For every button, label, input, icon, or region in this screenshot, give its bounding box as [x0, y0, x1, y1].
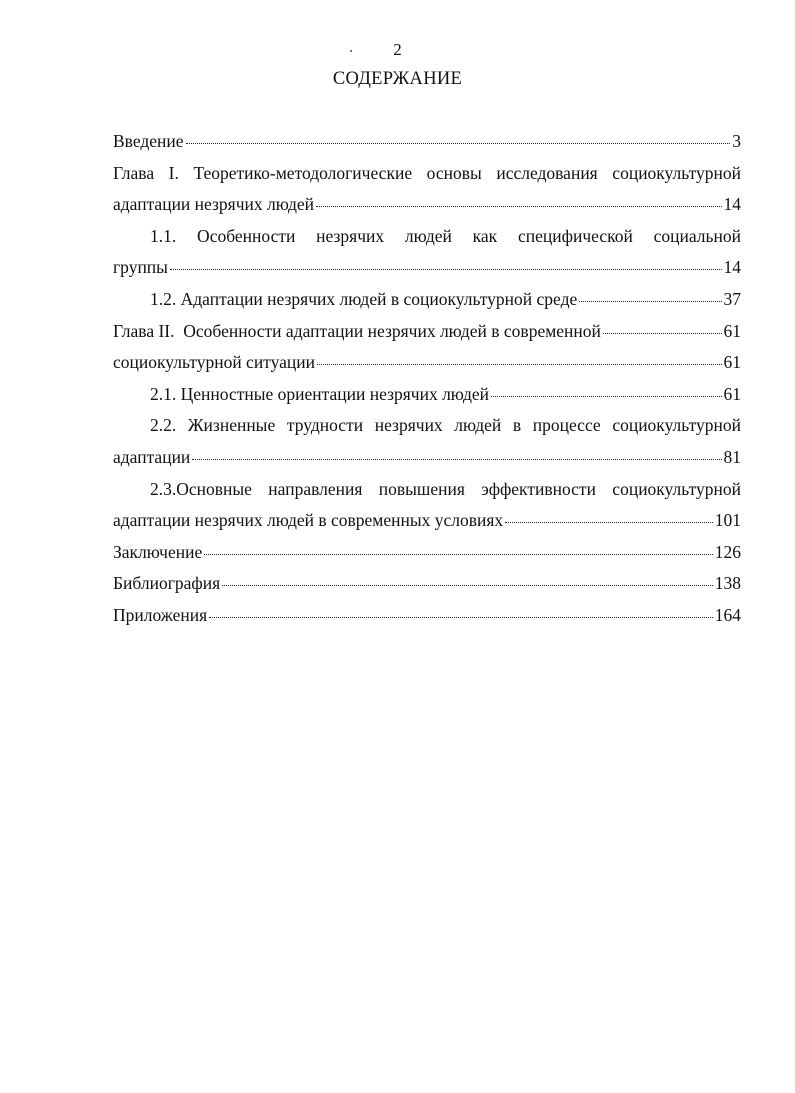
toc-entry-page: 14 [723, 194, 741, 215]
toc-entry-conclusion[interactable] [113, 537, 741, 569]
toc-entry-title-continuation: адаптации незрячих людей в современных условиях [113, 510, 504, 531]
table-of-contents [113, 126, 741, 632]
toc-entry-page: 61 [723, 383, 741, 404]
toc-entry-title-line: Глава II. Особенности адаптации незрячих людей в современной [113, 320, 601, 341]
toc-entry-title: 1.2. Адаптации незрячих людей в социокультурной среде [150, 288, 578, 309]
toc-entry-page: 61 [723, 352, 741, 373]
toc-entry-title-line: 2.3.Основные направления повышения эффективности социокультурной [150, 478, 741, 499]
dot-leader [317, 351, 722, 369]
dot-leader [192, 445, 721, 463]
toc-entry-introduction[interactable] [113, 126, 741, 158]
toc-entry-page: 164 [714, 604, 741, 625]
dot-leader [491, 382, 721, 400]
toc-entry-title-continuation: адаптации незрячих людей [113, 194, 314, 215]
dot-leader [209, 603, 713, 621]
toc-entry-appendices[interactable] [113, 600, 741, 632]
toc-entry-section-2-2[interactable] [113, 410, 741, 473]
dot-leader [186, 130, 731, 148]
page-number: 2 [393, 40, 402, 59]
toc-entry-page: 3 [732, 131, 741, 151]
toc-entry-title: Заключение [113, 541, 203, 562]
toc-entry-page: 81 [723, 446, 741, 467]
toc-entry-section-2-1[interactable] [113, 379, 741, 411]
toc-entry-chapter-2[interactable] [113, 316, 741, 379]
toc-entry-title: 2.1. Ценностные ориентации незрячих людей [150, 383, 490, 404]
toc-entry-title-line: 2.2. Жизненные трудности незрячих людей в процессе социокультурной [150, 415, 741, 436]
dot-leader [170, 256, 722, 274]
toc-entry-page: 138 [714, 573, 741, 594]
toc-entry-page: 126 [714, 541, 741, 562]
toc-entry-page: 14 [723, 257, 741, 278]
toc-entry-chapter-1[interactable] [113, 158, 741, 221]
toc-entry-title-continuation: социокультурной ситуации [113, 352, 315, 373]
toc-entry-title-line: 1.1. Особенности незрячих людей как специфической социальной [150, 225, 741, 246]
dot-leader [579, 287, 721, 305]
dot-leader [603, 319, 722, 337]
toc-entry-title-line: Глава I. Теоретико-методологические основы исследования социокультурной [113, 162, 741, 183]
toc-entry-page: 101 [714, 510, 741, 531]
page-title: СОДЕРЖАНИЕ [332, 69, 463, 89]
dot-leader [505, 509, 713, 527]
toc-entry-title: Приложения [113, 604, 208, 625]
toc-entry-title: Введение [113, 131, 184, 151]
toc-entry-section-1-1[interactable] [113, 221, 741, 284]
toc-entry-page: 37 [723, 288, 741, 309]
toc-entry-section-2-3[interactable] [113, 474, 741, 537]
dot-leader [222, 572, 713, 590]
dot-leader [204, 540, 713, 558]
toc-entry-page: 61 [723, 320, 741, 341]
toc-entry-title-continuation: адаптации [113, 446, 191, 467]
dot-leader [316, 193, 722, 211]
toc-entry-section-1-2[interactable] [113, 284, 741, 316]
toc-entry-bibliography[interactable] [113, 568, 741, 600]
toc-entry-title: Библиография [113, 573, 221, 594]
toc-entry-title-continuation: группы [113, 257, 168, 278]
